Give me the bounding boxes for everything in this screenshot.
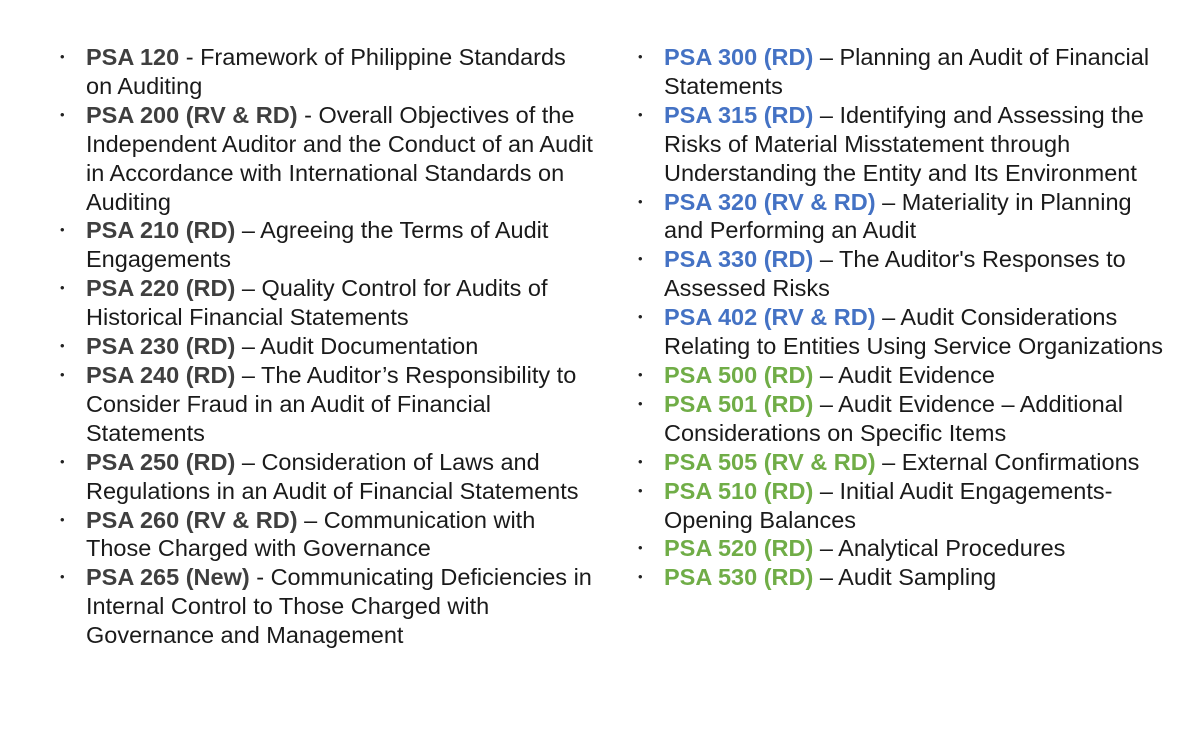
list-item [58,448,598,506]
standard-code: PSA 530 (RD) [664,564,814,591]
standard-code: PSA 520 (RD) [664,535,814,562]
bullet-icon: • [60,106,65,122]
bullet-icon: • [60,511,65,527]
standard-title: – Audit Sampling [813,564,997,591]
standard-title: – Planning an Audit of Financial Statements [664,44,1150,99]
list-item [636,534,1176,563]
bullet-icon: • [638,251,643,267]
bullet-icon: • [60,366,65,382]
bullet-icon: • [638,49,643,64]
standard-title: – Audit Evidence [813,361,995,388]
standard-code: PSA 120 [86,44,180,70]
list-item [636,188,1176,246]
standard-title: – Audit Documentation [235,333,479,360]
list-item [58,274,598,332]
standard-code: PSA 510 (RD) [664,477,814,504]
bullet-icon: • [60,338,65,354]
standard-title: – Communication with Those Charged with Governance [86,506,536,562]
bullet-icon: • [638,540,643,556]
list-item [636,390,1176,448]
list-item [636,448,1176,477]
list-item [58,216,598,274]
standard-code: PSA 501 (RD) [664,390,814,417]
standard-title: - Framework of Philippine Standards on Auditing [86,44,566,99]
right-standards-list [636,43,1176,592]
standard-title: - Communicating Deficiencies in Internal Control to Those Charged with Governance and Management [86,564,592,649]
list-item [58,506,598,564]
list-item [636,303,1176,361]
bullet-icon: • [638,309,643,325]
standard-code: PSA 265 (New) [86,564,250,591]
list-item [636,245,1176,303]
standard-code: PSA 402 (RV & RD) [664,304,876,331]
standard-title: – Materiality in Planning and Performing an Audit [664,188,1132,244]
list-item [58,332,598,361]
bullet-icon: • [60,453,65,469]
standard-title: – The Auditor’s Responsibility to Consider Fraud in an Audit of Financial Statements [86,361,577,446]
standard-code: PSA 210 (RD) [86,217,236,244]
bullet-icon: • [638,366,643,382]
list-item [58,43,598,101]
standard-title: – Quality Control for Audits of Historical Financial Statements [86,275,548,331]
left-standards-list [58,43,598,650]
bullet-icon: • [60,280,65,296]
list-item [636,361,1176,390]
standard-title: – External Confirmations [875,448,1140,475]
standard-code: PSA 240 (RD) [86,361,236,388]
list-item [58,563,598,650]
standard-code: PSA 260 (RV & RD) [86,506,298,533]
standard-code: PSA 500 (RD) [664,361,814,388]
list-item [58,101,598,217]
bullet-icon: • [60,569,65,585]
standard-title: – Agreeing the Terms of Audit Engagements [86,217,549,273]
standard-title: – Audit Evidence – Additional Considerations on Specific Items [664,390,1123,446]
standard-code: PSA 230 (RD) [86,333,236,360]
standard-title: – The Auditor's Responses to Assessed Risks [664,246,1126,302]
bullet-icon: • [638,453,643,469]
standard-code: PSA 250 (RD) [86,448,236,475]
standard-title: – Consideration of Laws and Regulations in an Audit of Financial Statements [86,448,579,504]
standard-title: – Identifying and Assessing the Risks of Material Misstatement through Understanding the Entity and Its Environment [664,101,1144,186]
standard-code: PSA 330 (RD) [664,246,814,273]
list-item [58,361,598,448]
standard-title: – Audit Considerations Relating to Entities Using Service Organizations [664,304,1163,360]
bullet-icon: • [638,106,643,122]
standard-code: PSA 505 (RV & RD) [664,448,876,475]
standard-code: PSA 320 (RV & RD) [664,188,876,215]
list-item [636,477,1176,535]
standard-code: PSA 200 (RV & RD) [86,101,298,128]
list-item [636,43,1176,101]
bullet-icon: • [60,49,65,64]
standard-title: - Overall Objectives of the Independent Auditor and the Conduct of an Audit in Accordance with International Standards on Auditing [86,101,593,215]
standard-code: PSA 220 (RD) [86,275,236,302]
list-item [636,101,1176,188]
standard-code: PSA 300 (RD) [664,44,814,70]
standard-title: – Initial Audit Engagements-Opening Balances [664,477,1113,533]
standard-code: PSA 315 (RD) [664,101,814,128]
bullet-icon: • [638,395,643,411]
bullet-icon: • [638,482,643,498]
bullet-icon: • [638,193,643,209]
standard-title: – Analytical Procedures [813,535,1066,562]
list-item [636,563,1176,592]
bullet-icon: • [60,222,65,238]
bullet-icon: • [638,569,643,585]
